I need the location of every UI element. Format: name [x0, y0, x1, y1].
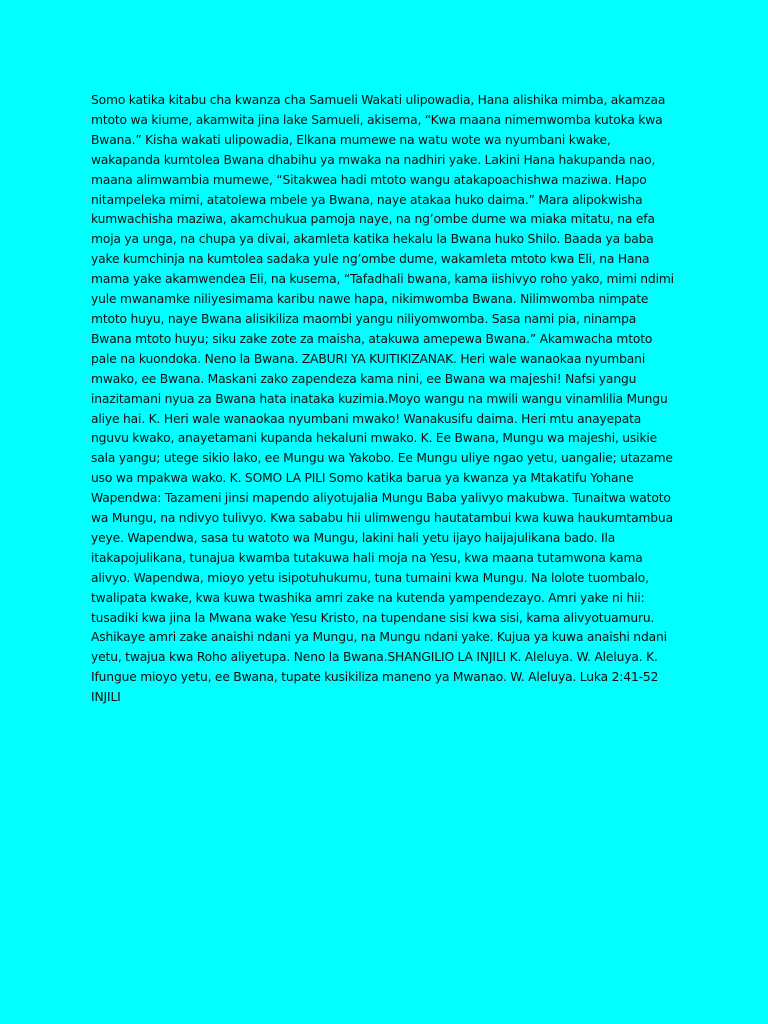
- body-paragraph: Somo katika kitabu cha kwanza cha Samueli Wakati ulipowadia, Hana alishika mimba, akamzaa mtoto wa kiume, akamwita jina lake Samueli, akisema, “Kwa maana nimemwomba kutoka kwa Bwana.” Kisha wakati ulipowadia, Elkana mumewe na watu wote wa nyumbani kwake, wakapanda kumtolea Bwana dhabihu ya mwaka na nadhiri yake. Lakini Hana hakupanda nao, maana alimwambia mumewe, “Sitakwea hadi mtoto wangu atakapoachishwa maziwa. Hapo nitampeleka mimi, atatolewa mbele ya Bwana, naye atakaa huko daima.” Mara alipokwisha kumwachisha maziwa, akamchukua pamoja naye, na ng’ombe dume wa miaka mitatu, na efa moja ya unga, na chupa ya divai, akamleta katika hekalu la Bwana huko Shilo. Baada ya baba yake kumchinja na kumtolea sadaka yule ng’ombe dume, wakamleta mtoto kwa Eli, na Hana mama yake akamwendea Eli, na kusema, “Tafadhali bwana, kama iishivyo roho yako, mimi ndimi yule mwanamke niliyesimama karibu nawe hapa, nikimwomba Bwana. Nilimwomba nimpate mtoto huyu, naye Bwana alisikiliza maombi yangu niliyomwomba. Sasa nami pia, ninampa Bwana mtoto huyu; siku zake zote za maisha, atakuwa amepewa Bwana.” Akamwacha mtoto pale na kuondoka. Neno la Bwana. ZABURI YA KUITIKIZANAK. Heri wale wanaokaa nyumbani mwako, ee Bwana. Maskani zako zapendeza kama nini, ee Bwana wa majeshi! Nafsi yangu inazitamani nyua za Bwana hata inataka kuzimia.Moyo wangu na mwili wangu vinamlilia Mungu aliye hai. K. Heri wale wanaokaa nyumbani mwako! Wanakusifu daima. Heri mtu anayepata nguvu kwako, anayetamani kupanda hekaluni mwako. K. Ee Bwana, Mungu wa majeshi, usikie sala yangu; utege sikio lako, ee Mungu wa Yakobo. Ee Mungu uliye ngao yetu, uangalie; utazame uso wa mpakwa wako. K. SOMO LA PILI Somo katika barua ya kwanza ya Mtakatifu Yohane Wapendwa: Tazameni jinsi mapendo aliyotujalia Mungu Baba yalivyo makubwa. Tunaitwa watoto wa Mungu, na ndivyo tulivyo. Kwa sababu hii ulimwengu hautatambui kwa kuwa haukumtambua yeye. Wapendwa, sasa tu watoto wa Mungu, lakini hali yetu ijayo haijajulikana bado. Ila itakapojulikana, tunajua kwamba tutakuwa hali moja na Yesu, kwa maana tutamwona kama alivyo. Wapendwa, mioyo yetu isipotuhukumu, tuna tumaini kwa Mungu. Na lolote tuombalo, twalipata kwake, kwa kuwa twashika amri zake na kutenda yampendezayo. Amri yake ni hii: tusadiki kwa jina la Mwana wake Yesu Kristo, na tupendane sisi kwa sisi, kama alivyotuamuru. Ashikaye amri zake anaishi ndani ya Mungu, na Mungu ndani yake. Kujua ya kuwa anaishi ndani yetu, twajua kwa Roho aliyetupa. Neno la Bwana.SHANGILIO LA INJILI K. Aleluya. W. Aleluya. K. Ifungue mioyo yetu, ee Bwana, tupate kusikiliza maneno ya Mwanao. W. Aleluya. Luka 2:41-52 INJILI: [91, 93, 674, 705]
